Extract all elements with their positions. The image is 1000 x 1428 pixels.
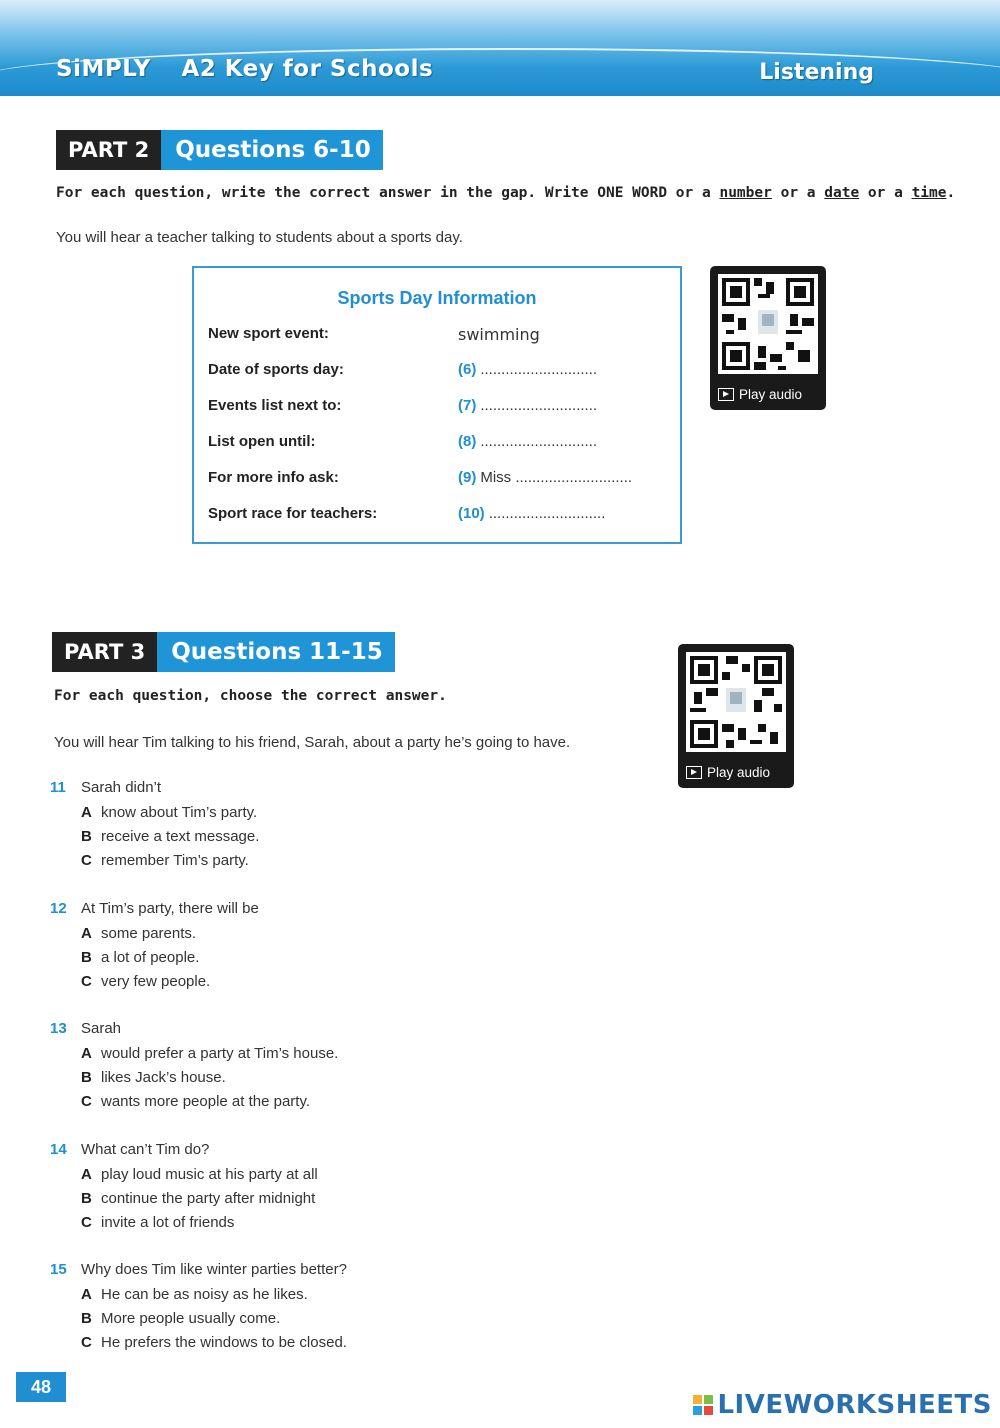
- part3-questions-range: Questions 11-15: [157, 632, 395, 672]
- option-letter: C: [81, 1093, 92, 1110]
- option-text: More people usually come.: [101, 1310, 281, 1327]
- info-row-date: [208, 361, 668, 385]
- instruction-or: or a: [771, 185, 825, 201]
- option-letter: B: [81, 1069, 92, 1086]
- play-audio-label: Play audio: [739, 387, 803, 402]
- gap-dots: ............................: [480, 397, 598, 414]
- gap-dots: ............................: [488, 505, 606, 522]
- play-icon: [718, 388, 734, 401]
- answer-gap-7[interactable]: [458, 397, 597, 414]
- option-letter: C: [81, 1214, 92, 1231]
- gap-dots: Miss ............................: [480, 469, 633, 486]
- question-text: What can’t Tim do?: [81, 1141, 210, 1158]
- option-c[interactable]: [81, 1334, 347, 1351]
- question-text: Sarah: [81, 1020, 122, 1037]
- part2-questions-range: Questions 6-10: [161, 130, 383, 170]
- play-audio-button[interactable]: [686, 765, 770, 780]
- info-row-answer: [458, 325, 540, 344]
- play-icon: [686, 766, 702, 779]
- part2-number: PART 2: [56, 130, 161, 170]
- instruction-date-word: date: [824, 185, 860, 201]
- option-a[interactable]: [81, 804, 257, 821]
- part2-audio-card[interactable]: [710, 266, 826, 410]
- question-text: Why does Tim like winter parties better?: [81, 1261, 347, 1278]
- gap-number: (10): [458, 505, 485, 522]
- option-text: He can be as noisy as he likes.: [101, 1286, 308, 1303]
- option-text: would prefer a party at Tim’s house.: [101, 1045, 339, 1062]
- info-row-label: For more info ask:: [208, 469, 339, 486]
- gap-number: (7): [458, 397, 477, 414]
- option-text: know about Tim’s party.: [101, 804, 258, 821]
- option-letter: C: [81, 852, 92, 869]
- section-title: Listening: [759, 60, 874, 85]
- play-audio-button[interactable]: [718, 387, 802, 402]
- question-number: 15: [50, 1261, 67, 1278]
- option-letter: C: [81, 1334, 92, 1351]
- qr-code-icon: [718, 274, 818, 374]
- part2-instruction: [56, 185, 955, 201]
- info-row-events-list: [208, 397, 668, 421]
- page-number: 48: [16, 1372, 66, 1402]
- option-text: very few people.: [101, 973, 211, 990]
- info-row-label: Date of sports day:: [208, 361, 344, 378]
- sports-day-info-box: [192, 266, 682, 544]
- option-text: remember Tim’s party.: [101, 852, 249, 869]
- option-a[interactable]: [81, 1286, 308, 1303]
- option-text: wants more people at the party.: [101, 1093, 311, 1110]
- question-number: 12: [50, 900, 67, 917]
- option-text: some parents.: [101, 925, 197, 942]
- qr-code-icon: [686, 652, 786, 752]
- option-text: likes Jack’s house.: [101, 1069, 226, 1086]
- instruction-or: or a: [859, 185, 912, 201]
- info-box-title: Sports Day Information: [337, 288, 537, 308]
- page-header: [0, 0, 1000, 96]
- option-letter: B: [81, 828, 92, 845]
- part3-instruction: For each question, choose the correct answer.: [54, 688, 447, 704]
- option-text: continue the party after midnight: [101, 1190, 316, 1207]
- instruction-end: .: [946, 185, 956, 201]
- logo-text: LIVEWORKSHEETS: [717, 1390, 992, 1420]
- gap-number: (9): [458, 469, 477, 486]
- option-letter: A: [81, 1286, 92, 1303]
- gap-dots: ............................: [480, 433, 598, 450]
- answer-gap-6[interactable]: [458, 361, 597, 378]
- part3-context: You will hear Tim talking to his friend, Sarah, about a party he’s going to have.: [54, 734, 571, 751]
- option-b[interactable]: [81, 1310, 280, 1327]
- option-letter: B: [81, 1190, 92, 1207]
- example-answer: swimming: [458, 325, 540, 344]
- option-b[interactable]: [81, 828, 259, 845]
- instruction-number-word: number: [719, 185, 772, 201]
- option-a[interactable]: [81, 1045, 338, 1062]
- play-audio-label: Play audio: [707, 765, 771, 780]
- logo-blocks-icon: [693, 1395, 713, 1415]
- instruction-time-word: time: [911, 185, 947, 201]
- info-row-label: List open until:: [208, 433, 316, 450]
- option-letter: C: [81, 973, 92, 990]
- option-letter: A: [81, 1166, 92, 1183]
- part2-label: [56, 130, 383, 170]
- option-text: receive a text message.: [101, 828, 260, 845]
- option-c[interactable]: [81, 1093, 310, 1110]
- option-b[interactable]: [81, 1190, 315, 1207]
- part3-label: [52, 632, 395, 672]
- answer-gap-9[interactable]: [458, 469, 632, 486]
- liveworksheets-logo: [693, 1390, 992, 1420]
- option-text: invite a lot of friends: [101, 1214, 235, 1231]
- option-c[interactable]: [81, 852, 249, 869]
- option-a[interactable]: [81, 925, 196, 942]
- option-text: play loud music at his party at all: [101, 1166, 318, 1183]
- book-title: [56, 56, 433, 82]
- part3-audio-card[interactable]: [678, 644, 794, 788]
- gap-number: (6): [458, 361, 477, 378]
- option-text: He prefers the windows to be closed.: [101, 1334, 347, 1351]
- option-a[interactable]: [81, 1166, 318, 1183]
- info-row-teacher-race: [208, 505, 668, 529]
- option-letter: A: [81, 1045, 92, 1062]
- option-letter: B: [81, 1310, 92, 1327]
- book-subtitle: A2 Key for Schools: [181, 56, 434, 82]
- brand-name: SiMPLY: [56, 56, 151, 82]
- answer-gap-8[interactable]: [458, 433, 597, 450]
- option-letter: B: [81, 949, 92, 966]
- question-text: Sarah didn’t: [81, 779, 162, 796]
- part3-number: PART 3: [52, 632, 157, 672]
- answer-gap-10[interactable]: [458, 505, 605, 522]
- info-row-new-sport: [208, 325, 668, 349]
- option-b[interactable]: [81, 949, 199, 966]
- question-number: 13: [50, 1020, 67, 1037]
- option-letter: A: [81, 804, 92, 821]
- question-number: 14: [50, 1141, 67, 1158]
- option-c[interactable]: [81, 973, 210, 990]
- option-c[interactable]: [81, 1214, 234, 1231]
- question-text: At Tim’s party, there will be: [81, 900, 259, 917]
- option-text: a lot of people.: [101, 949, 200, 966]
- info-row-label: Sport race for teachers:: [208, 505, 378, 522]
- info-row-list-open: [208, 433, 668, 457]
- gap-dots: ............................: [480, 361, 598, 378]
- info-row-label: Events list next to:: [208, 397, 342, 414]
- option-letter: A: [81, 925, 92, 942]
- part2-context: You will hear a teacher talking to students about a sports day.: [56, 229, 463, 246]
- option-b[interactable]: [81, 1069, 226, 1086]
- info-row-label: New sport event:: [208, 325, 329, 342]
- instruction-text: For each question, write the correct answer in the gap. Write ONE WORD or a: [56, 185, 720, 201]
- gap-number: (8): [458, 433, 477, 450]
- info-row-more-info: [208, 469, 668, 493]
- question-number: 11: [50, 779, 66, 796]
